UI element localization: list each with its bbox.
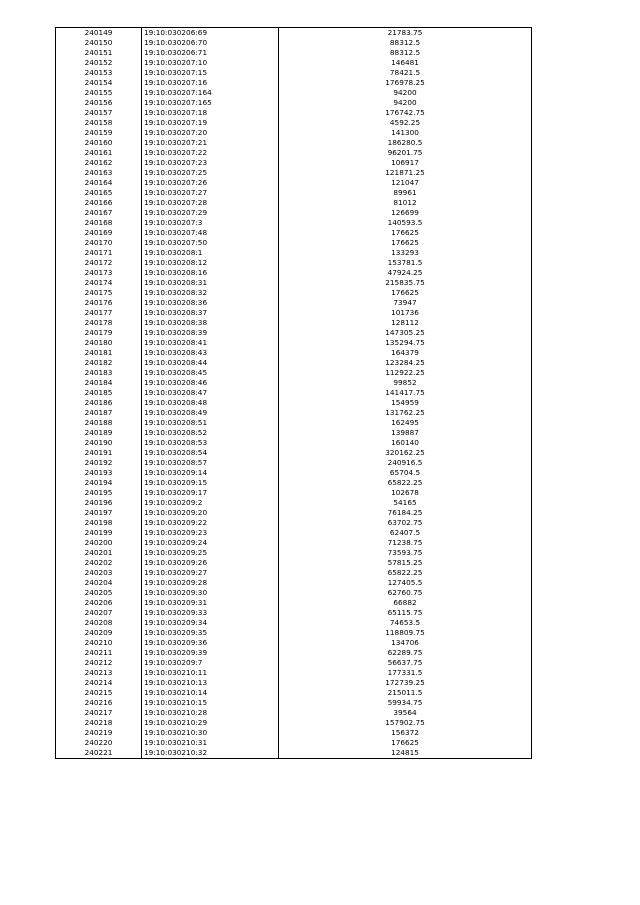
table-row xyxy=(56,328,532,338)
cadastral-number-cell: 19:10:030207:3 xyxy=(142,218,279,228)
table-row xyxy=(56,88,532,98)
row-id-cell: 240219 xyxy=(56,728,142,738)
value-cell: 56637.75 xyxy=(279,658,532,668)
table-row xyxy=(56,68,532,78)
cadastral-number-cell: 19:10:030210:32 xyxy=(142,748,279,759)
value-cell: 65822.25 xyxy=(279,478,532,488)
row-id-cell: 240200 xyxy=(56,538,142,548)
row-id-cell: 240201 xyxy=(56,548,142,558)
value-cell: 139887 xyxy=(279,428,532,438)
row-id-cell: 240161 xyxy=(56,148,142,158)
table-row xyxy=(56,648,532,658)
table-row xyxy=(56,458,532,468)
row-id-cell: 240195 xyxy=(56,488,142,498)
table-row xyxy=(56,558,532,568)
table-row xyxy=(56,488,532,498)
row-id-cell: 240212 xyxy=(56,658,142,668)
cadastral-number-cell: 19:10:030209:28 xyxy=(142,578,279,588)
cadastral-number-cell: 19:10:030208:37 xyxy=(142,308,279,318)
row-id-cell: 240154 xyxy=(56,78,142,88)
value-cell: 99852 xyxy=(279,378,532,388)
table-row xyxy=(56,498,532,508)
table-row xyxy=(56,618,532,628)
cadastral-number-cell: 19:10:030208:1 xyxy=(142,248,279,258)
row-id-cell: 240216 xyxy=(56,698,142,708)
table-row xyxy=(56,238,532,248)
table-row xyxy=(56,628,532,638)
row-id-cell: 240169 xyxy=(56,228,142,238)
cadastral-number-cell: 19:10:030207:21 xyxy=(142,138,279,148)
cadastral-number-cell: 19:10:030207:28 xyxy=(142,198,279,208)
table-row xyxy=(56,198,532,208)
value-cell: 172739.25 xyxy=(279,678,532,688)
row-id-cell: 240170 xyxy=(56,238,142,248)
row-id-cell: 240202 xyxy=(56,558,142,568)
cadastral-number-cell: 19:10:030210:11 xyxy=(142,668,279,678)
table-row xyxy=(56,658,532,668)
value-cell: 215011.5 xyxy=(279,688,532,698)
table-row xyxy=(56,48,532,58)
cadastral-number-cell: 19:10:030208:44 xyxy=(142,358,279,368)
cadastral-number-cell: 19:10:030209:15 xyxy=(142,478,279,488)
value-cell: 88312.5 xyxy=(279,48,532,58)
value-cell: 121047 xyxy=(279,178,532,188)
value-cell: 62407.5 xyxy=(279,528,532,538)
table-row xyxy=(56,248,532,258)
cadastral-number-cell: 19:10:030207:25 xyxy=(142,168,279,178)
value-cell: 62289.75 xyxy=(279,648,532,658)
table-row xyxy=(56,178,532,188)
table-row xyxy=(56,148,532,158)
row-id-cell: 240196 xyxy=(56,498,142,508)
cadastral-number-cell: 19:10:030208:31 xyxy=(142,278,279,288)
row-id-cell: 240218 xyxy=(56,718,142,728)
row-id-cell: 240160 xyxy=(56,138,142,148)
row-id-cell: 240187 xyxy=(56,408,142,418)
cadastral-number-cell: 19:10:030209:17 xyxy=(142,488,279,498)
value-cell: 89961 xyxy=(279,188,532,198)
table-row xyxy=(56,678,532,688)
row-id-cell: 240184 xyxy=(56,378,142,388)
value-cell: 118809.75 xyxy=(279,628,532,638)
row-id-cell: 240157 xyxy=(56,108,142,118)
value-cell: 112922.25 xyxy=(279,368,532,378)
value-cell: 176625 xyxy=(279,238,532,248)
table-row xyxy=(56,588,532,598)
table-row xyxy=(56,128,532,138)
row-id-cell: 240167 xyxy=(56,208,142,218)
table-row xyxy=(56,278,532,288)
value-cell: 47924.25 xyxy=(279,268,532,278)
value-cell: 71238.75 xyxy=(279,538,532,548)
row-id-cell: 240182 xyxy=(56,358,142,368)
value-cell: 65704.5 xyxy=(279,468,532,478)
table-row xyxy=(56,368,532,378)
value-cell: 65115.75 xyxy=(279,608,532,618)
row-id-cell: 240214 xyxy=(56,678,142,688)
table-row xyxy=(56,138,532,148)
row-id-cell: 240162 xyxy=(56,158,142,168)
value-cell: 164379 xyxy=(279,348,532,358)
table-row xyxy=(56,168,532,178)
table-row xyxy=(56,508,532,518)
table-row xyxy=(56,688,532,698)
cadastral-number-cell: 19:10:030207:10 xyxy=(142,58,279,68)
value-cell: 102678 xyxy=(279,488,532,498)
cadastral-number-cell: 19:10:030209:34 xyxy=(142,618,279,628)
value-cell: 73947 xyxy=(279,298,532,308)
table-row xyxy=(56,78,532,88)
table-row xyxy=(56,438,532,448)
value-cell: 4592.25 xyxy=(279,118,532,128)
table-row xyxy=(56,738,532,748)
row-id-cell: 240217 xyxy=(56,708,142,718)
value-cell: 128112 xyxy=(279,318,532,328)
table-row xyxy=(56,448,532,458)
row-id-cell: 240166 xyxy=(56,198,142,208)
table-row xyxy=(56,288,532,298)
row-id-cell: 240186 xyxy=(56,398,142,408)
value-cell: 121871.25 xyxy=(279,168,532,178)
value-cell: 146481 xyxy=(279,58,532,68)
cadastral-number-cell: 19:10:030207:23 xyxy=(142,158,279,168)
row-id-cell: 240181 xyxy=(56,348,142,358)
value-cell: 123284.25 xyxy=(279,358,532,368)
cadastral-number-cell: 19:10:030208:12 xyxy=(142,258,279,268)
row-id-cell: 240190 xyxy=(56,438,142,448)
table-row xyxy=(56,58,532,68)
table-row xyxy=(56,298,532,308)
row-id-cell: 240173 xyxy=(56,268,142,278)
row-id-cell: 240210 xyxy=(56,638,142,648)
value-cell: 153781.5 xyxy=(279,258,532,268)
row-id-cell: 240204 xyxy=(56,578,142,588)
table-row xyxy=(56,428,532,438)
table-row xyxy=(56,408,532,418)
value-cell: 94200 xyxy=(279,98,532,108)
value-cell: 133293 xyxy=(279,248,532,258)
table-row xyxy=(56,668,532,678)
value-cell: 176742.75 xyxy=(279,108,532,118)
row-id-cell: 240156 xyxy=(56,98,142,108)
table-row xyxy=(56,338,532,348)
table-row xyxy=(56,598,532,608)
cadastral-number-cell: 19:10:030208:41 xyxy=(142,338,279,348)
value-cell: 62760.75 xyxy=(279,588,532,598)
row-id-cell: 240198 xyxy=(56,518,142,528)
cadastral-number-cell: 19:10:030210:15 xyxy=(142,698,279,708)
cadastral-number-cell: 19:10:030210:30 xyxy=(142,728,279,738)
cadastral-number-cell: 19:10:030207:27 xyxy=(142,188,279,198)
row-id-cell: 240206 xyxy=(56,598,142,608)
row-id-cell: 240178 xyxy=(56,318,142,328)
table-row xyxy=(56,208,532,218)
row-id-cell: 240191 xyxy=(56,448,142,458)
table-row xyxy=(56,398,532,408)
table-row xyxy=(56,548,532,558)
table-row xyxy=(56,518,532,528)
value-cell: 162495 xyxy=(279,418,532,428)
row-id-cell: 240194 xyxy=(56,478,142,488)
table-row xyxy=(56,718,532,728)
value-cell: 215835.75 xyxy=(279,278,532,288)
cadastral-number-cell: 19:10:030206:70 xyxy=(142,38,279,48)
cadastral-number-cell: 19:10:030209:23 xyxy=(142,528,279,538)
row-id-cell: 240163 xyxy=(56,168,142,178)
row-id-cell: 240185 xyxy=(56,388,142,398)
value-cell: 54165 xyxy=(279,498,532,508)
table-row xyxy=(56,698,532,708)
row-id-cell: 240177 xyxy=(56,308,142,318)
row-id-cell: 240220 xyxy=(56,738,142,748)
table-row xyxy=(56,528,532,538)
cadastral-number-cell: 19:10:030207:165 xyxy=(142,98,279,108)
value-cell: 176625 xyxy=(279,228,532,238)
value-cell: 127405.5 xyxy=(279,578,532,588)
value-cell: 74653.5 xyxy=(279,618,532,628)
table-row xyxy=(56,258,532,268)
cadastral-number-cell: 19:10:030210:14 xyxy=(142,688,279,698)
table-row xyxy=(56,348,532,358)
row-id-cell: 240179 xyxy=(56,328,142,338)
value-cell: 65822.25 xyxy=(279,568,532,578)
row-id-cell: 240152 xyxy=(56,58,142,68)
value-cell: 39564 xyxy=(279,708,532,718)
cadastral-number-cell: 19:10:030209:7 xyxy=(142,658,279,668)
value-cell: 131762.25 xyxy=(279,408,532,418)
cadastral-number-cell: 19:10:030210:31 xyxy=(142,738,279,748)
value-cell: 21783.75 xyxy=(279,28,532,39)
value-cell: 154959 xyxy=(279,398,532,408)
value-cell: 96201.75 xyxy=(279,148,532,158)
row-id-cell: 240192 xyxy=(56,458,142,468)
cadastral-number-cell: 19:10:030209:36 xyxy=(142,638,279,648)
cadastral-number-cell: 19:10:030207:20 xyxy=(142,128,279,138)
value-cell: 177331.5 xyxy=(279,668,532,678)
table-row xyxy=(56,308,532,318)
cadastral-number-cell: 19:10:030209:35 xyxy=(142,628,279,638)
cadastral-number-cell: 19:10:030210:13 xyxy=(142,678,279,688)
row-id-cell: 240153 xyxy=(56,68,142,78)
value-cell: 94200 xyxy=(279,88,532,98)
value-cell: 141417.75 xyxy=(279,388,532,398)
row-id-cell: 240149 xyxy=(56,28,142,39)
table-row xyxy=(56,608,532,618)
table-body xyxy=(56,28,532,759)
cadastral-number-cell: 19:10:030209:24 xyxy=(142,538,279,548)
table-row xyxy=(56,538,532,548)
cadastral-number-cell: 19:10:030210:28 xyxy=(142,708,279,718)
cadastral-number-cell: 19:10:030208:57 xyxy=(142,458,279,468)
table-row xyxy=(56,118,532,128)
table-row xyxy=(56,568,532,578)
table-row xyxy=(56,188,532,198)
row-id-cell: 240155 xyxy=(56,88,142,98)
cadastral-number-cell: 19:10:030208:36 xyxy=(142,298,279,308)
table-row xyxy=(56,478,532,488)
row-id-cell: 240208 xyxy=(56,618,142,628)
row-id-cell: 240176 xyxy=(56,298,142,308)
cadastral-number-cell: 19:10:030208:51 xyxy=(142,418,279,428)
cadastral-number-cell: 19:10:030207:48 xyxy=(142,228,279,238)
value-cell: 186280.5 xyxy=(279,138,532,148)
table-row xyxy=(56,468,532,478)
value-cell: 140593.5 xyxy=(279,218,532,228)
cadastral-number-cell: 19:10:030208:32 xyxy=(142,288,279,298)
table-row xyxy=(56,728,532,738)
row-id-cell: 240203 xyxy=(56,568,142,578)
value-cell: 63702.75 xyxy=(279,518,532,528)
value-cell: 160140 xyxy=(279,438,532,448)
row-id-cell: 240150 xyxy=(56,38,142,48)
row-id-cell: 240211 xyxy=(56,648,142,658)
value-cell: 141300 xyxy=(279,128,532,138)
row-id-cell: 240209 xyxy=(56,628,142,638)
cadastral-number-cell: 19:10:030209:31 xyxy=(142,598,279,608)
table-row xyxy=(56,268,532,278)
cadastral-number-cell: 19:10:030206:69 xyxy=(142,28,279,39)
table-row xyxy=(56,108,532,118)
cadastral-number-cell: 19:10:030208:52 xyxy=(142,428,279,438)
value-cell: 76184.25 xyxy=(279,508,532,518)
table-row xyxy=(56,578,532,588)
cadastral-number-cell: 19:10:030207:15 xyxy=(142,68,279,78)
value-cell: 126699 xyxy=(279,208,532,218)
cadastral-number-cell: 19:10:030209:14 xyxy=(142,468,279,478)
cadastral-number-cell: 19:10:030207:26 xyxy=(142,178,279,188)
row-id-cell: 240213 xyxy=(56,668,142,678)
table-row xyxy=(56,748,532,759)
table-row xyxy=(56,378,532,388)
row-id-cell: 240193 xyxy=(56,468,142,478)
value-cell: 134706 xyxy=(279,638,532,648)
cadastral-number-cell: 19:10:030208:53 xyxy=(142,438,279,448)
row-id-cell: 240180 xyxy=(56,338,142,348)
row-id-cell: 240158 xyxy=(56,118,142,128)
cadastral-number-cell: 19:10:030208:48 xyxy=(142,398,279,408)
value-cell: 320162.25 xyxy=(279,448,532,458)
cadastral-number-cell: 19:10:030209:20 xyxy=(142,508,279,518)
row-id-cell: 240205 xyxy=(56,588,142,598)
table-row xyxy=(56,158,532,168)
cadastral-number-cell: 19:10:030207:19 xyxy=(142,118,279,128)
value-cell: 240916.5 xyxy=(279,458,532,468)
row-id-cell: 240174 xyxy=(56,278,142,288)
value-cell: 101736 xyxy=(279,308,532,318)
value-cell: 176978.25 xyxy=(279,78,532,88)
value-cell: 106917 xyxy=(279,158,532,168)
value-cell: 78421.5 xyxy=(279,68,532,78)
row-id-cell: 240188 xyxy=(56,418,142,428)
row-id-cell: 240175 xyxy=(56,288,142,298)
row-id-cell: 240197 xyxy=(56,508,142,518)
table-row xyxy=(56,388,532,398)
row-id-cell: 240164 xyxy=(56,178,142,188)
cadastral-number-cell: 19:10:030209:39 xyxy=(142,648,279,658)
cadastral-number-cell: 19:10:030209:22 xyxy=(142,518,279,528)
cadastral-number-cell: 19:10:030208:38 xyxy=(142,318,279,328)
cadastral-number-cell: 19:10:030207:50 xyxy=(142,238,279,248)
cadastral-number-cell: 19:10:030208:43 xyxy=(142,348,279,358)
cadastral-number-cell: 19:10:030209:33 xyxy=(142,608,279,618)
value-cell: 176625 xyxy=(279,738,532,748)
cadastral-number-cell: 19:10:030208:16 xyxy=(142,268,279,278)
table-row xyxy=(56,28,532,39)
cadastral-number-cell: 19:10:030209:2 xyxy=(142,498,279,508)
value-cell: 73593.75 xyxy=(279,548,532,558)
table-row xyxy=(56,708,532,718)
value-cell: 124815 xyxy=(279,748,532,759)
row-id-cell: 240159 xyxy=(56,128,142,138)
row-id-cell: 240207 xyxy=(56,608,142,618)
value-cell: 147305.25 xyxy=(279,328,532,338)
value-cell: 66882 xyxy=(279,598,532,608)
value-cell: 176625 xyxy=(279,288,532,298)
table-row xyxy=(56,358,532,368)
value-cell: 157902.75 xyxy=(279,718,532,728)
cadastral-number-cell: 19:10:030208:39 xyxy=(142,328,279,338)
cadastral-number-cell: 19:10:030206:71 xyxy=(142,48,279,58)
cadastral-number-cell: 19:10:030209:26 xyxy=(142,558,279,568)
cadastral-number-cell: 19:10:030208:49 xyxy=(142,408,279,418)
cadastral-number-cell: 19:10:030208:54 xyxy=(142,448,279,458)
table-row xyxy=(56,218,532,228)
row-id-cell: 240221 xyxy=(56,748,142,759)
row-id-cell: 240215 xyxy=(56,688,142,698)
table-row xyxy=(56,98,532,108)
cadastral-number-cell: 19:10:030207:16 xyxy=(142,78,279,88)
row-id-cell: 240151 xyxy=(56,48,142,58)
value-cell: 81012 xyxy=(279,198,532,208)
cadastral-number-cell: 19:10:030207:164 xyxy=(142,88,279,98)
cadastral-number-cell: 19:10:030207:22 xyxy=(142,148,279,158)
table-row xyxy=(56,228,532,238)
row-id-cell: 240199 xyxy=(56,528,142,538)
value-cell: 135294.75 xyxy=(279,338,532,348)
value-cell: 57815.25 xyxy=(279,558,532,568)
cadastral-number-cell: 19:10:030209:25 xyxy=(142,548,279,558)
cadastral-number-cell: 19:10:030207:18 xyxy=(142,108,279,118)
cadastral-number-cell: 19:10:030207:29 xyxy=(142,208,279,218)
cadastral-number-cell: 19:10:030208:47 xyxy=(142,388,279,398)
cadastral-number-cell: 19:10:030209:27 xyxy=(142,568,279,578)
data-table xyxy=(55,27,532,759)
cadastral-number-cell: 19:10:030209:30 xyxy=(142,588,279,598)
row-id-cell: 240165 xyxy=(56,188,142,198)
row-id-cell: 240189 xyxy=(56,428,142,438)
value-cell: 59934.75 xyxy=(279,698,532,708)
table-row xyxy=(56,38,532,48)
table-row xyxy=(56,318,532,328)
value-cell: 88312.5 xyxy=(279,38,532,48)
row-id-cell: 240172 xyxy=(56,258,142,268)
cadastral-number-cell: 19:10:030208:46 xyxy=(142,378,279,388)
value-cell: 156372 xyxy=(279,728,532,738)
row-id-cell: 240171 xyxy=(56,248,142,258)
row-id-cell: 240183 xyxy=(56,368,142,378)
table-row xyxy=(56,418,532,428)
row-id-cell: 240168 xyxy=(56,218,142,228)
cadastral-number-cell: 19:10:030210:29 xyxy=(142,718,279,728)
table-row xyxy=(56,638,532,648)
cadastral-number-cell: 19:10:030208:45 xyxy=(142,368,279,378)
